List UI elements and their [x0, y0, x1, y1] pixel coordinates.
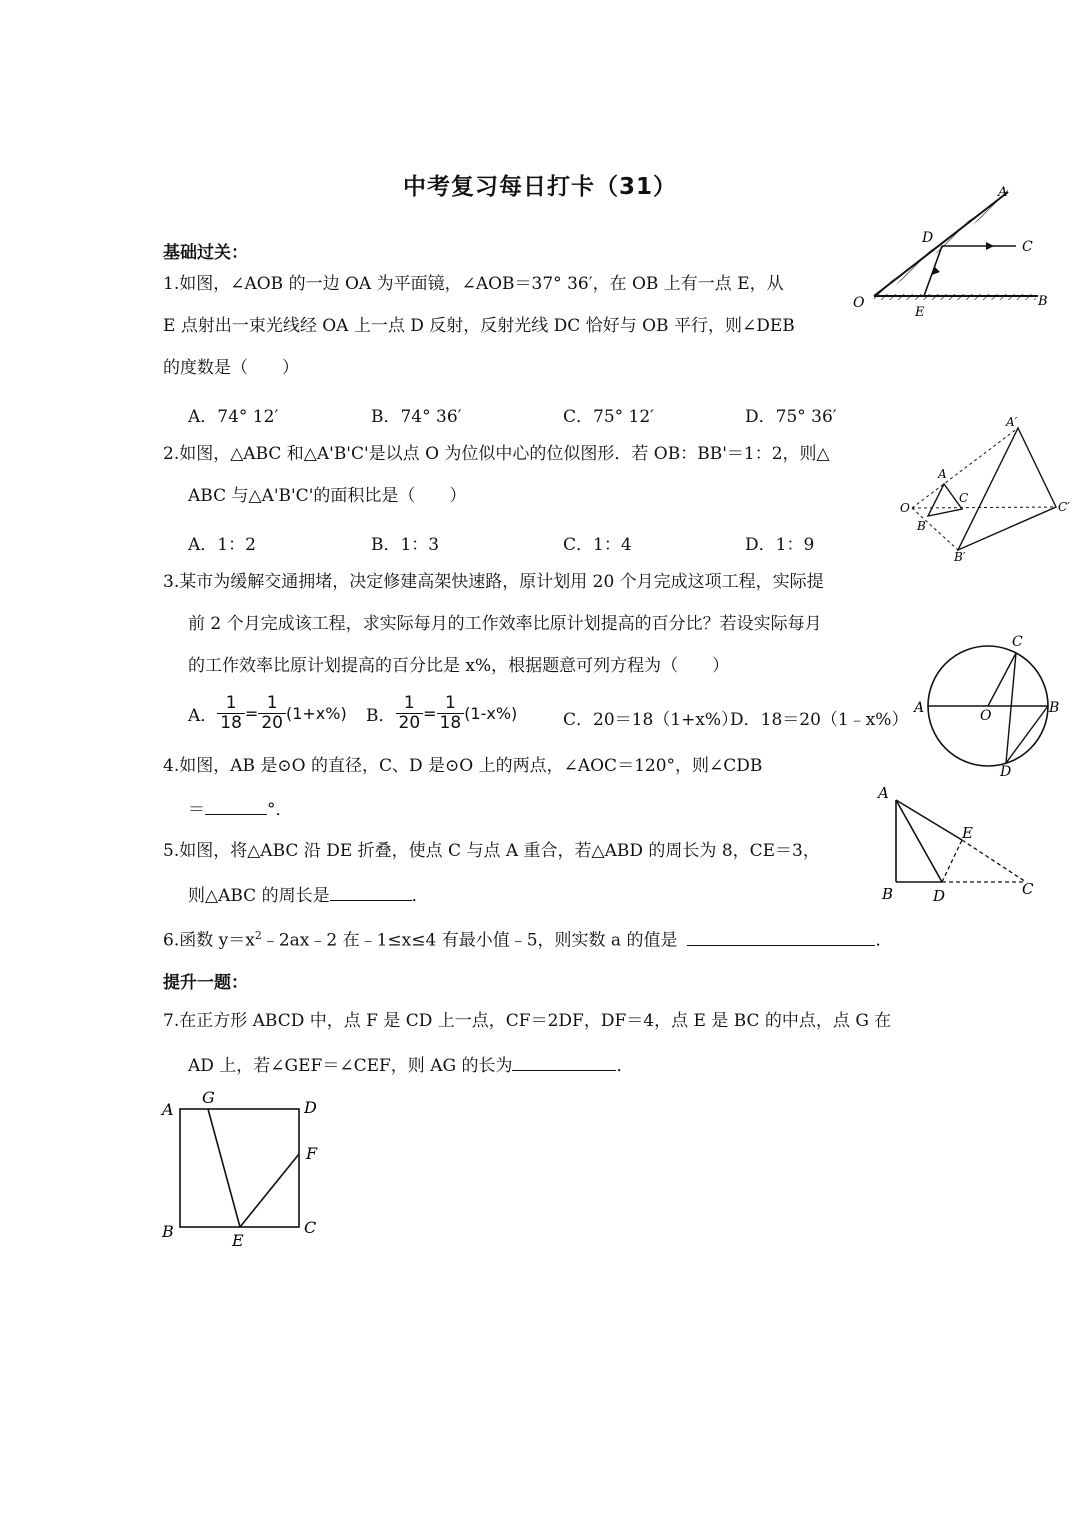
q3-line1: 3.某市为缓解交通拥堵，决定修建高架快速路，原计划用 20 个月完成这项工程，实际提	[163, 572, 824, 592]
figure-1-mirror	[848, 180, 1053, 320]
dashed-oc	[912, 507, 1056, 508]
q5-answer-blank[interactable]	[330, 884, 412, 901]
q6-prefix: 6.函数 y＝x	[163, 930, 255, 951]
page-title: 中考复习每日打卡（31）	[402, 174, 677, 200]
q1-option-a: A．74° 12′	[188, 407, 279, 427]
equals-sign: =	[244, 704, 259, 723]
q3-line3: 的工作效率比原计划提高的百分比是 x%，根据题意可列方程为（ ）	[188, 656, 730, 676]
q5-line1: 5.如图，将△ABC 沿 DE 折叠，使点 C 与点 A 重合，若△ABD 的周长为 8，CE＝3，	[163, 841, 820, 861]
q7-line1: 7.在正方形 ABCD 中，点 F 是 CD 上一点，CF＝2DF，DF＝4，点 E 是 BC 的中点，点 G 在	[163, 1011, 892, 1031]
q3-option-b-left-fraction	[396, 694, 424, 733]
square-abcd	[180, 1109, 299, 1227]
q2-option-c: C．1：4	[563, 535, 632, 555]
label-b1: B′	[954, 550, 966, 564]
label-d: D	[1000, 764, 1012, 780]
q1-option-b: B．74° 36′	[371, 407, 462, 427]
label-d: D	[933, 887, 946, 905]
q6-line	[163, 926, 892, 951]
label-b: B	[882, 885, 894, 903]
label-o: O	[980, 708, 992, 724]
q3-option-a-right-fraction	[258, 694, 286, 733]
fraction-denominator: 20	[261, 713, 283, 733]
q3-option-a	[188, 694, 347, 733]
section-improve-heading: 提升一题：	[163, 973, 248, 993]
label-b: B	[1038, 294, 1048, 309]
arrow-head	[986, 242, 994, 250]
q7-line2	[188, 1054, 633, 1076]
label-o: O	[853, 295, 865, 311]
q6-suffix: ．	[875, 930, 893, 951]
q3-option-b	[366, 694, 517, 733]
label-a: A	[938, 467, 947, 481]
equals-sign: =	[423, 704, 437, 723]
q1-option-d: D．75° 36′	[745, 407, 837, 427]
label-b: B	[1049, 700, 1060, 716]
label-e: E	[962, 824, 973, 842]
fraction-numerator: 1	[437, 694, 465, 714]
dashed-de	[942, 840, 962, 882]
label-b: B	[162, 1222, 174, 1241]
figure-3-circle	[908, 628, 1076, 780]
q3-option-a-left-fraction	[217, 694, 245, 733]
label-b: B	[917, 519, 926, 533]
label-c: C	[304, 1218, 317, 1237]
q4-answer-blank[interactable]	[205, 798, 267, 815]
q2-option-d: D．1：9	[745, 535, 815, 555]
fraction-denominator: 20	[398, 713, 421, 733]
label-a: A	[878, 784, 889, 802]
figure-5-square	[156, 1084, 336, 1254]
q4-line2-suffix: °．	[267, 800, 293, 820]
q1-line2: E 点射出一束光线经 OA 上一点 D 反射，反射光线 DC 恰好与 OB 平行，则∠DEB	[163, 316, 795, 336]
q3-option-a-tail: (1+x%)	[285, 704, 347, 723]
section-basic-heading: 基础过关：	[163, 243, 248, 263]
triangle-abc	[928, 484, 962, 516]
q3-option-d: D．18＝20（1﹣x%）	[730, 710, 909, 730]
label-a: A	[998, 185, 1008, 200]
q6-superscript: 2	[254, 929, 262, 942]
fraction-numerator: 1	[396, 694, 424, 714]
q3-option-a-label: A．	[188, 706, 218, 726]
q2-line1: 2.如图，△ABC 和△A'B'C'是以点 O 为位似中心的位似图形．若 OB：BB'＝1：2，则△	[163, 444, 830, 464]
figure-2-homothety	[896, 410, 1080, 570]
q4-line1: 4.如图，AB 是⊙O 的直径，C、D 是⊙O 上的两点，∠AOC＝120°，则∠CDB	[163, 756, 763, 776]
q5-line2	[188, 884, 429, 906]
q5-line2-suffix: ．	[411, 886, 429, 906]
q6-middle: ﹣2ax﹣2 在﹣1≤x≤4 有最小值﹣5，则实数 a 的值是	[261, 930, 678, 951]
q6-answer-blank[interactable]	[687, 929, 875, 946]
label-c1: C′	[1058, 500, 1070, 514]
q3-option-b-tail: (1-x%)	[464, 704, 518, 723]
q7-answer-blank[interactable]	[512, 1054, 616, 1071]
segment-ef	[240, 1154, 299, 1227]
label-a1: A′	[1006, 415, 1018, 429]
q5-line2-prefix: 则△ABC 的周长是	[188, 886, 330, 906]
label-a: A	[162, 1100, 174, 1119]
q1-line1: 1.如图，∠AOB 的一边 OA 为平面镜，∠AOB＝37° 36′，在 OB 上有一点 E，从	[163, 274, 784, 294]
label-c: C	[959, 491, 969, 505]
q2-option-b: B．1：3	[371, 535, 440, 555]
label-g: G	[202, 1088, 215, 1107]
label-c: C	[1022, 880, 1034, 898]
q7-line2-suffix: ．	[616, 1056, 634, 1076]
dashed-ec	[962, 840, 1026, 882]
q2-line2: ABC 与△A'B'C'的面积比是（ ）	[188, 486, 467, 506]
segment-ge	[208, 1109, 240, 1227]
figure-4-fold	[870, 782, 1046, 906]
q4-line2-prefix: ＝	[188, 800, 205, 820]
fraction-numerator: 1	[258, 694, 286, 714]
q3-option-b-right-fraction	[437, 694, 465, 733]
q7-line2-prefix: AD 上，若∠GEF＝∠CEF，则 AG 的长为	[188, 1056, 513, 1076]
label-c: C	[1012, 634, 1023, 650]
fraction-numerator: 1	[217, 694, 245, 714]
q1-option-c: C．75° 12′	[563, 407, 655, 427]
label-a: A	[914, 700, 925, 716]
segment-ae	[896, 800, 962, 840]
q1-line3: 的度数是（ ）	[163, 358, 299, 378]
q2-option-a: A．1：2	[188, 535, 256, 555]
triangle-a1b1c1	[958, 428, 1056, 550]
label-c: C	[1022, 239, 1033, 255]
q4-line2	[188, 798, 293, 820]
label-e: E	[915, 305, 925, 320]
label-d: D	[922, 230, 934, 246]
q3-line2: 前 2 个月完成该工程，求实际每月的工作效率比原计划提高的百分比？若设实际每月	[188, 614, 822, 634]
fraction-denominator: 18	[220, 713, 242, 733]
arrow-head	[932, 266, 940, 275]
fraction-denominator: 18	[439, 713, 462, 733]
label-e: E	[232, 1231, 244, 1250]
q3-option-b-label: B．	[366, 706, 396, 726]
label-f: F	[306, 1144, 318, 1163]
segment-ad	[896, 800, 942, 882]
label-o: O	[900, 501, 910, 515]
q3-option-c: C．20＝18（1+x%）	[563, 710, 739, 730]
label-d: D	[304, 1098, 317, 1117]
